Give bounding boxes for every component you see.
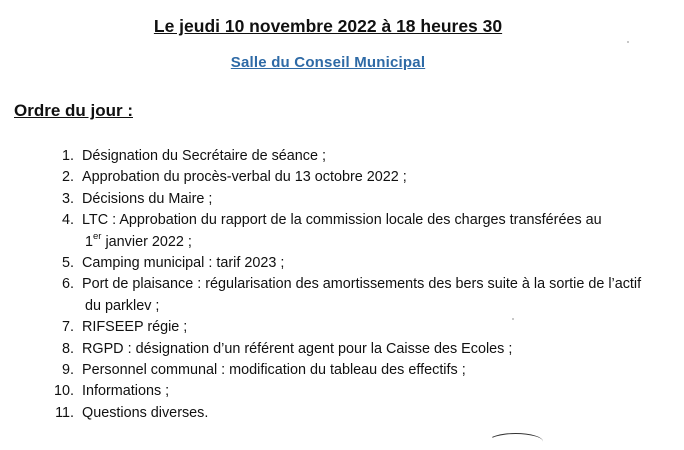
agenda-item-8 [0,339,684,360]
agenda-item-text: Port de plaisance : régularisation des amortissements des bers suite à la sortie de l’actif [82,276,642,293]
agenda-item-number: 8. [61,340,74,357]
agenda-item-text-block [82,210,602,253]
meeting-room-heading: Salle du Conseil Municipal [230,54,426,71]
agenda-item-continuation: du parklev ; [85,297,160,314]
agenda-item-1 [0,146,684,167]
agenda-item-text: RGPD : désignation d’un référent agent pour la Caisse des Ecoles ; [82,340,513,357]
agenda-item-11 [0,403,684,424]
agenda-item-9 [0,360,684,381]
agenda-item-4 [0,210,684,253]
ordinal-superscript: er [93,230,102,242]
agenda-item-number: 6. [61,276,74,293]
agenda-item-text: Personnel communal : modification du tableau des effectifs ; [82,361,466,378]
agenda-item-6 [0,274,684,317]
agenda-item-5 [0,253,684,274]
meeting-date-heading: Le jeudi 10 novembre 2022 à 18 heures 30 [153,16,503,36]
agenda-item-text: LTC : Approbation du rapport de la commission locale des charges transférées au [82,212,602,229]
agenda-item-text: Décisions du Maire ; [82,190,213,207]
agenda-item-2 [0,167,684,188]
agenda-item-text: Informations ; [82,383,170,400]
agenda-item-number: 5. [61,254,74,271]
scan-speck [627,41,629,43]
agenda-item-number: 1. [61,148,74,164]
agenda-item-continuation [82,232,602,253]
agenda-item-number: 11. [55,404,74,421]
agenda-item-text: RIFSEEP régie ; [82,319,188,336]
agenda-item-3 [0,189,684,210]
agenda-item-text: Camping municipal : tarif 2023 ; [82,254,285,271]
agenda-item-number: 4. [61,212,74,229]
agenda-item-10 [0,381,684,402]
agenda-item-7 [0,317,684,338]
agenda-item-number: 2. [61,169,74,186]
agenda-item-text: Approbation du procès-verbal du 13 octobre 2022 ; [82,169,407,186]
agenda-item-number: 3. [61,190,74,207]
scan-speck [512,318,514,320]
agenda-item-continuation-day: 1 [85,233,94,250]
agenda-title: Ordre du jour : [14,101,133,120]
agenda-item-number: 7. [61,319,74,336]
agenda-item-number: 9. [61,361,74,378]
agenda-item-continuation-rest: janvier 2022 ; [101,233,192,250]
agenda-item-text: Désignation du Secrétaire de séance ; [82,148,326,164]
agenda-list [0,146,684,424]
agenda-item-text: Questions diverses. [82,404,209,421]
agenda-item-text-block [82,274,641,317]
agenda-item-number: 10. [53,383,74,400]
